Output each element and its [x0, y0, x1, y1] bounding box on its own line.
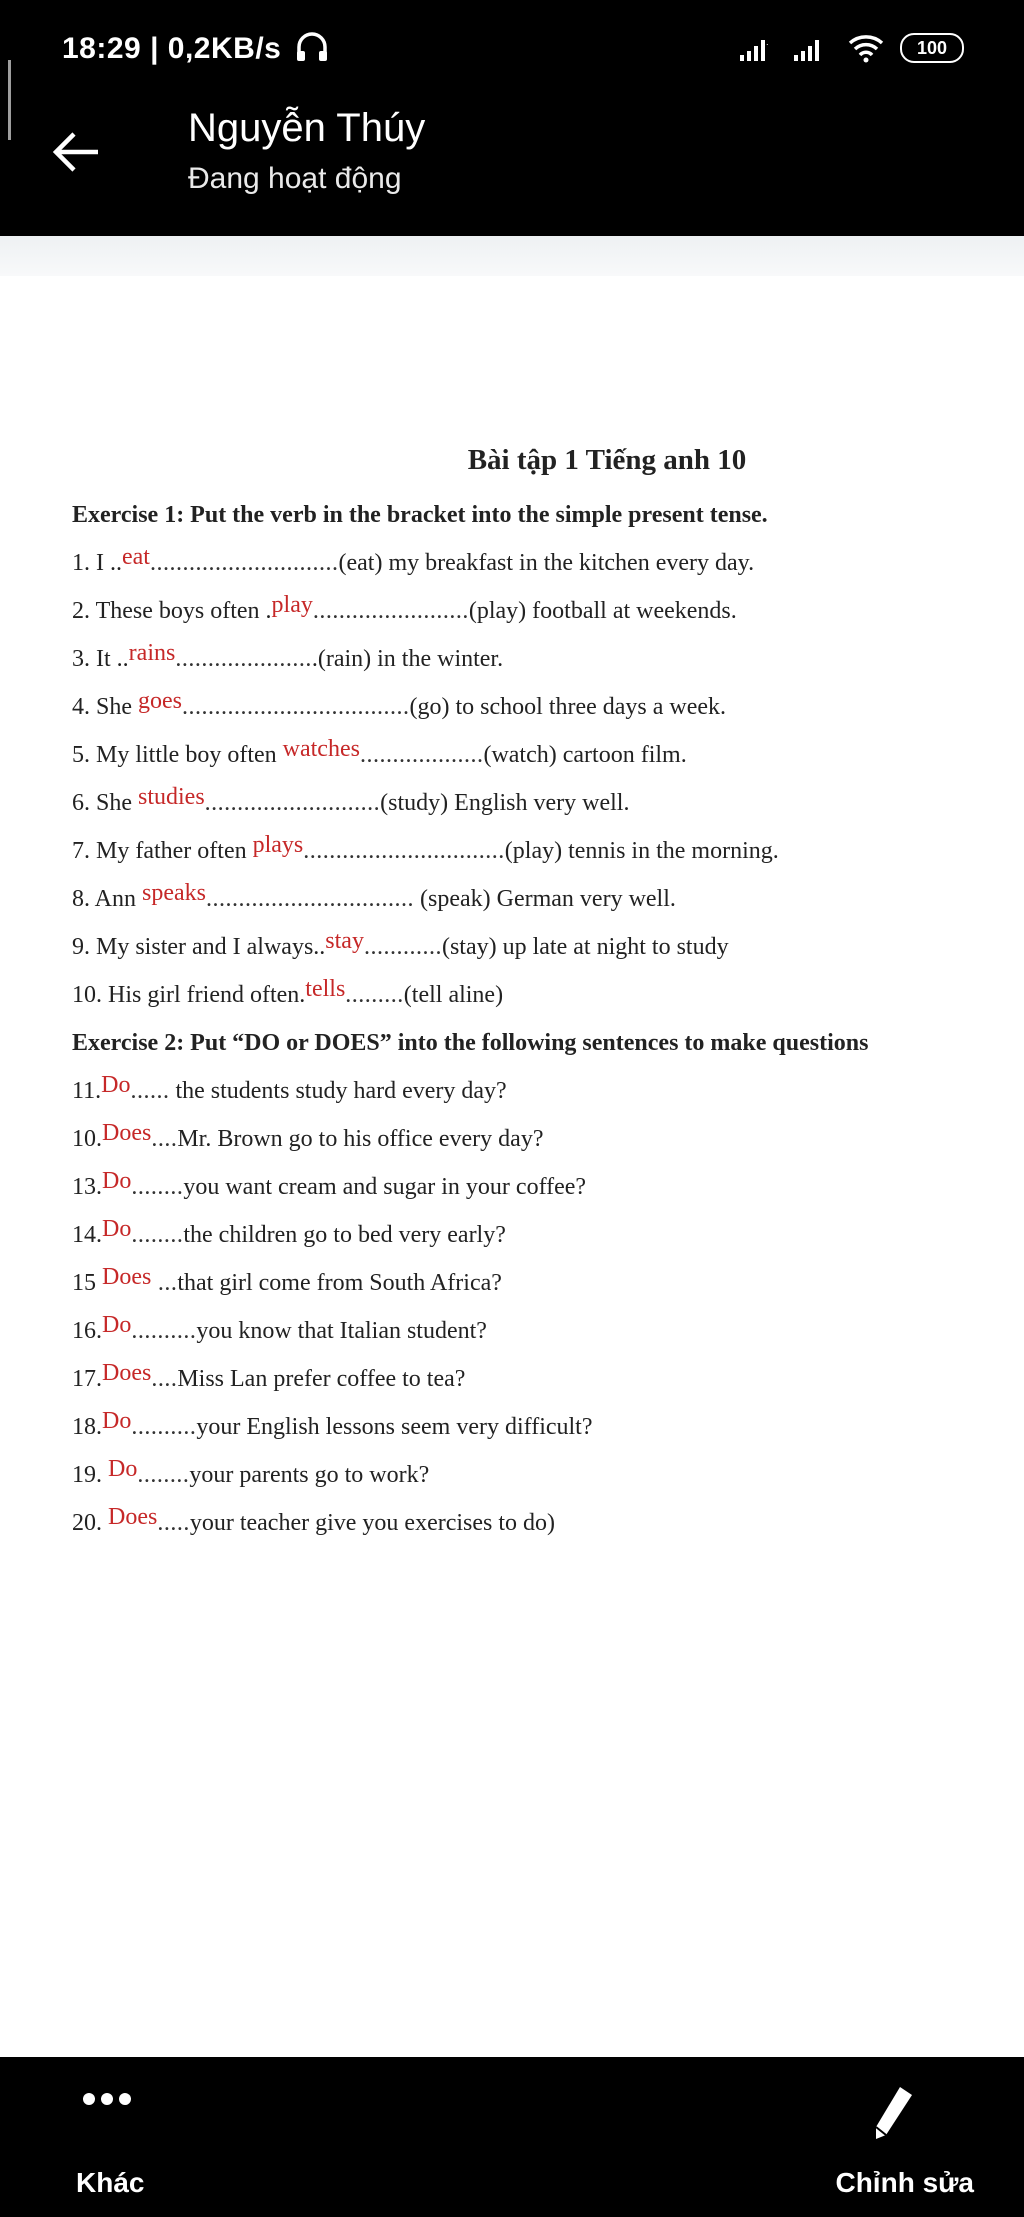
status-bar — [0, 0, 1024, 100]
handwritten-answer: plays — [252, 832, 304, 858]
exercise-1-item: 8. Ann speaks................................ (speak) German very well. — [72, 880, 676, 912]
top-bar — [0, 0, 1024, 236]
exercise-2-item: 13.Do........you want cream and sugar in your coffee? — [72, 1168, 587, 1200]
handwritten-answer: Does — [102, 1360, 152, 1386]
signal-icon-2 — [792, 33, 832, 63]
edit-label: Chỉnh sửa — [835, 2167, 974, 2198]
exercise-1-item: 6. She studies...........................(study) English very well. — [72, 784, 630, 816]
handwritten-answer: Do — [101, 1072, 131, 1098]
status-time-speed: 18:29 | 0,2KB/s — [62, 32, 282, 65]
exercise-2-heading: Exercise 2: Put “DO or DOES” into the following sentences to make questions — [72, 1030, 869, 1056]
handwritten-answer: Do — [102, 1408, 132, 1434]
handwritten-answer: Do — [102, 1312, 132, 1338]
exercise-2-item: 10.Does....Mr. Brown go to his office every day? — [72, 1120, 544, 1152]
more-label: Khác — [76, 2167, 145, 2198]
contact-name[interactable]: Nguyễn Thúy — [188, 106, 426, 150]
svg-text:.: . — [766, 38, 769, 47]
exercise-2-item: 19. Do........your parents go to work? — [72, 1456, 430, 1488]
exercise-1-item: 9. My sister and I always..stay............(stay) up late at night to study — [72, 928, 729, 960]
exercise-2-item: 15 Does ...that girl come from South Africa? — [72, 1264, 502, 1296]
signal-icon — [738, 33, 778, 63]
status-icons — [738, 30, 964, 66]
exercise-1-item: 2. These boys often .play........................(play) football at weekends. — [72, 592, 737, 624]
exercise-2-item: 17.Does....Miss Lan prefer coffee to tea? — [72, 1360, 466, 1392]
exercise-1-item: 1. I ..eat.............................(eat) my breakfast in the kitchen every day. — [72, 544, 755, 576]
handwritten-answer: stay — [325, 928, 364, 954]
exercise-1-item: 4. She goes...................................(go) to school three days a week. — [72, 688, 727, 720]
headphone-icon — [294, 30, 330, 64]
handwritten-answer: Does — [102, 1120, 152, 1146]
exercise-2-item: 11.Do...... the students study hard every day? — [72, 1072, 507, 1104]
handwritten-answer: Do — [102, 1168, 132, 1194]
handwritten-answer: watches — [282, 736, 360, 762]
wifi-icon — [846, 33, 886, 63]
scroll-indicator — [8, 60, 11, 140]
exercise-2-item: 16.Do..........you know that Italian student? — [72, 1312, 487, 1344]
edit-button[interactable] — [814, 2077, 974, 2197]
bottom-toolbar — [0, 2057, 1024, 2217]
handwritten-answer: goes — [138, 688, 182, 714]
handwritten-answer: Do — [102, 1216, 132, 1242]
exercise-1-item: 7. My father often plays...............................(play) tennis in the morning. — [72, 832, 779, 864]
back-arrow-icon[interactable] — [44, 120, 108, 184]
contact-status: Đang hoạt động — [188, 162, 402, 195]
battery-level: 100 — [916, 37, 948, 58]
handwritten-answer: play — [271, 592, 313, 618]
handwritten-answer: tells — [305, 976, 346, 1002]
battery-icon — [900, 33, 964, 63]
more-dots-icon — [82, 2091, 132, 2107]
handwritten-answer: Does — [102, 1264, 152, 1290]
handwritten-answer: studies — [138, 784, 205, 810]
handwritten-answer: Does — [108, 1504, 158, 1530]
exercise-2-item: 18.Do..........your English lessons seem very difficult? — [72, 1408, 593, 1440]
exercise-1-item: 3. It ..rains......................(rain) in the winter. — [72, 640, 504, 672]
header-shadow — [0, 236, 1024, 276]
status-left — [62, 30, 330, 66]
document-title: Bài tập 1 Tiếng anh 10 — [467, 444, 747, 476]
exercise-2-item: 14.Do........the children go to bed very early? — [72, 1216, 506, 1248]
more-button[interactable] — [68, 2077, 158, 2197]
exercise-2-item: 20. Does.....your teacher give you exercises to do) — [72, 1504, 556, 1536]
exercise-1-heading: Exercise 1: Put the verb in the bracket into the simple present tense. — [72, 502, 768, 528]
handwritten-answer: Do — [108, 1456, 138, 1482]
handwritten-answer: speaks — [142, 880, 206, 906]
exercise-1-item: 5. My little boy often watches...................(watch) cartoon film. — [72, 736, 687, 768]
exercise-1-item: 10. His girl friend often.tells.........(tell aline) — [72, 976, 504, 1008]
handwritten-answer: eat — [122, 544, 150, 570]
document-image[interactable] — [0, 276, 1024, 2056]
pen-icon — [870, 2085, 914, 2141]
handwritten-answer: rains — [128, 640, 176, 666]
